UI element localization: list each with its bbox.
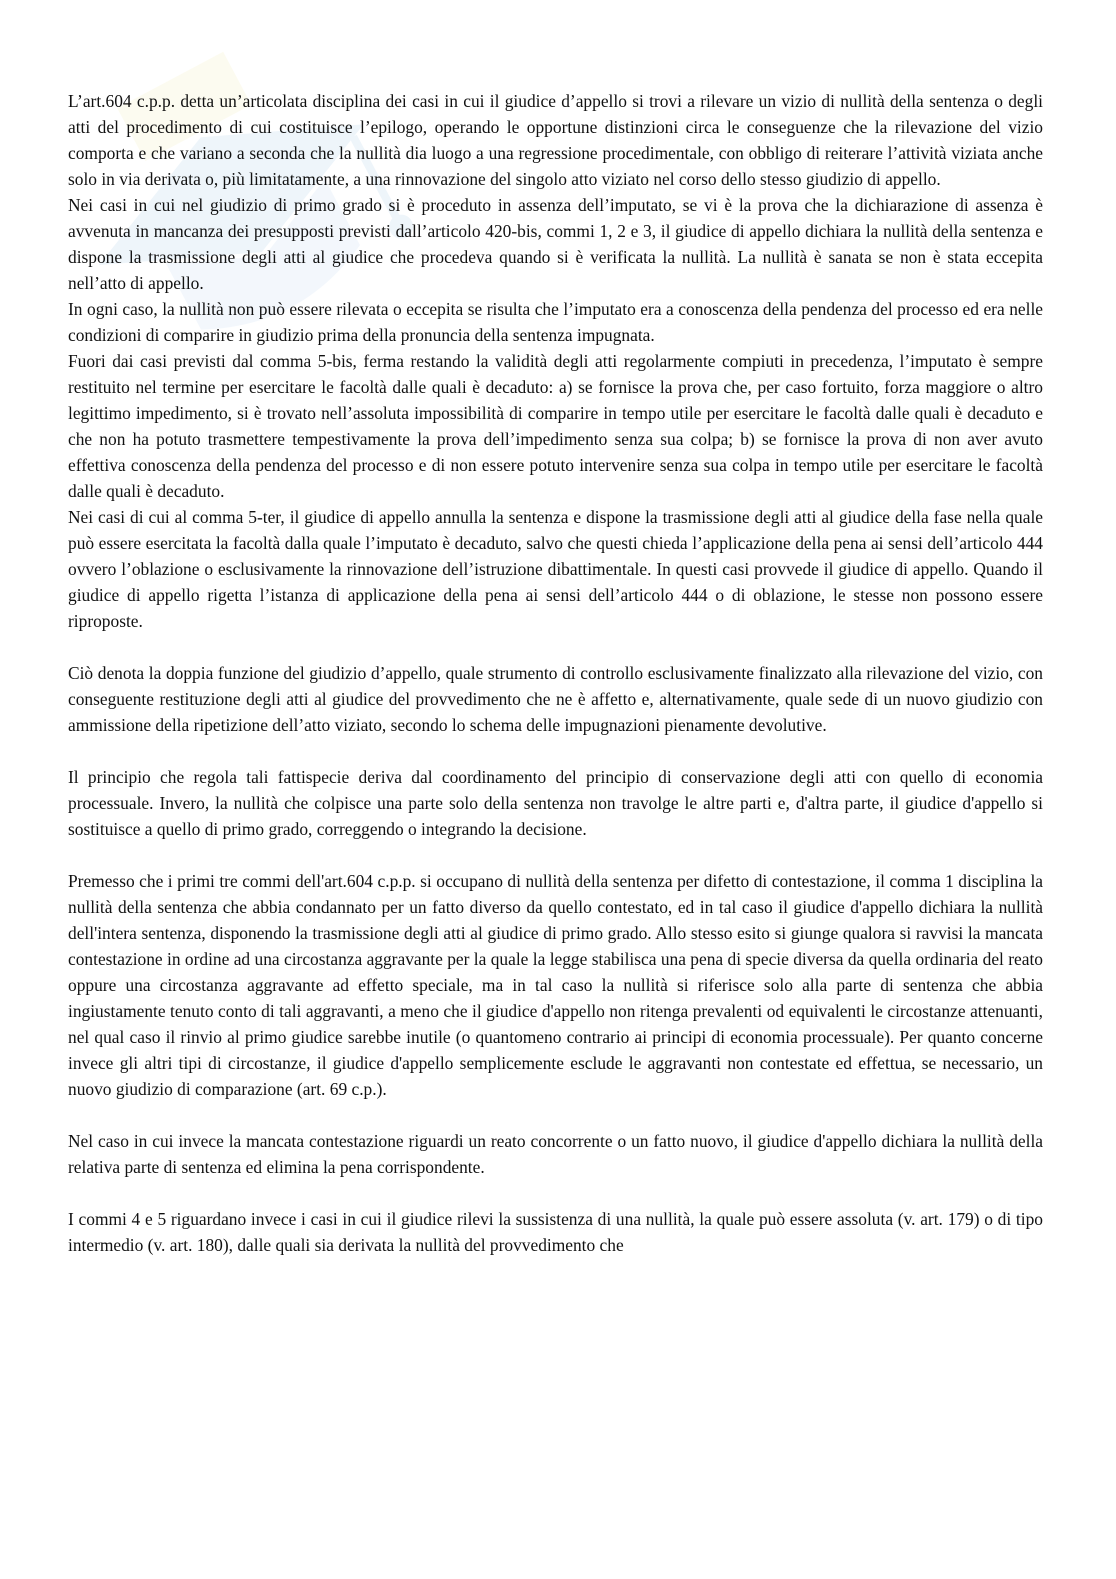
paragraph-doppia-funzione: Ciò denota la doppia funzione del giudizio d’appello, quale strumento di controllo esclusivamente finalizzato alla rilevazione del vizio, con conseguente restituzione degli atti al giudice del provvedimento che ne è affetto e, alternativamente, quale sede di un nuovo giudizio con ammissione della ripetizione dell’atto viziato, secondo lo schema delle impugnazioni pienamente devolutive. <box>68 663 1043 735</box>
paragraph-gap <box>68 634 1043 660</box>
paragraph-premesso: Premesso che i primi tre commi dell'art.604 c.p.p. si occupano di nullità della sentenza per difetto di contestazione, il comma 1 disciplina la nullità della sentenza che abbia condannato per un fatto diverso da quello contestato, ed in tal caso il giudice d'appello dichiara la nullità dell'intera sentenza, disponendo la trasmissione degli atti al giudice di primo grado. Allo stesso esito si giunge qualora si ravvisi la mancata contestazione in ordine ad una circostanza aggravante per la quale la legge stabilisca una pena di specie diversa da quella ordinaria del reato oppure una circostanza aggravante ad effetto speciale, ma in tal caso la nullità si riferisce solo alla parte di sentenza che abbia ingiustamente tenuto conto di tali aggravanti, a meno che il giudice d'appello non ritenga prevalenti od equivalenti le circostanze attenuanti, nel qual caso il rinvio al primo giudice sarebbe inutile (o quantomeno contrario ai principi di economia processuale). Per quanto concerne invece gli altri tipi di circostanze, il giudice d'appello semplicemente esclude le aggravanti non contestate ed effettua, se necessario, un nuovo giudizio di comparazione (art. 69 c.p.). <box>68 871 1043 1099</box>
document-body <box>68 88 1043 1258</box>
paragraph-gap <box>68 842 1043 868</box>
paragraph-principio: Il principio che regola tali fattispecie deriva dal coordinamento del principio di conservazione degli atti con quello di economia processuale. Invero, la nullità che colpisce una parte solo della sentenza non travolge le altre parti e, d'altra parte, il giudice d'appello si sostituisce a quello di primo grado, correggendo o integrando la decisione. <box>68 767 1043 839</box>
paragraph-assenza: Nei casi in cui nel giudizio di primo grado si è proceduto in assenza dell’imputato, se vi è la prova che la dichiarazione di assenza è avvenuta in mancanza dei presupposti previsti dall’articolo 420-bis, commi 1, 2 e 3, il giudice di appello dichiara la nullità della sentenza e dispone la trasmissione degli atti al giudice che procedeva quando si è verificata la nullità. La nullità è sanata se non è stata eccepita nell’atto di appello. <box>68 195 1043 293</box>
paragraph-gap <box>68 1102 1043 1128</box>
paragraph-gap <box>68 1180 1043 1206</box>
paragraph-restituzione: Fuori dai casi previsti dal comma 5-bis, ferma restando la validità degli atti regolarmente compiuti in precedenza, l’imputato è sempre restituito nel termine per esercitare le facoltà dalle quali è decaduto: a) se fornisce la prova che, per caso fortuito, forza maggiore o altro legittimo impedimento, si è trovato nell’assoluta impossibilità di comparire in tempo utile per esercitare le facoltà dalle quali è decaduto e che non ha potuto trasmettere tempestivamente la prova dell’impedimento senza sua colpa; b) se fornisce la prova di non aver avuto effettiva conoscenza della pendenza del processo e di non essere potuto intervenire senza sua colpa in tempo utile per esercitare le facoltà dalle quali è decaduto. <box>68 351 1043 501</box>
paragraph-reato-concorrente: Nel caso in cui invece la mancata contestazione riguardi un reato concorrente o un fatto nuovo, il giudice d'appello dichiara la nullità della relativa parte di sentenza ed elimina la pena corrispondente. <box>68 1131 1043 1177</box>
paragraph-gap <box>68 738 1043 764</box>
paragraph-comma-5-ter: Nei casi di cui al comma 5-ter, il giudice di appello annulla la sentenza e dispone la trasmissione degli atti al giudice della fase nella quale può essere esercitata la facoltà dalla quale l’imputato è decaduto, salvo che questi chieda l’applicazione della pena ai sensi dell’articolo 444 ovvero l’oblazione o esclusivamente la rinnovazione dell’istruzione dibattimentale. In questi casi provvede il giudice di appello. Quando il giudice di appello rigetta l’istanza di applicazione della pena ai sensi dell’articolo 444 o di oblazione, le stesse non possono essere riproposte. <box>68 507 1043 631</box>
paragraph-commi-4-5: I commi 4 e 5 riguardano invece i casi in cui il giudice rilevi la sussistenza di una nullità, la quale può essere assoluta (v. art. 179) o di tipo intermedio (v. art. 180), dalle quali sia derivata la nullità del provvedimento che <box>68 1209 1043 1255</box>
paragraph-conoscenza: In ogni caso, la nullità non può essere rilevata o eccepita se risulta che l’imputato era a conoscenza della pendenza del processo ed era nelle condizioni di comparire in giudizio prima della pronuncia della sentenza impugnata. <box>68 299 1043 345</box>
paragraph-intro: L’art.604 c.p.p. detta un’articolata disciplina dei casi in cui il giudice d’appello si trovi a rilevare un vizio di nullità della sentenza o degli atti del procedimento di cui costituisce l’epilogo, operando le opportune distinzioni circa le conseguenze che la rilevazione del vizio comporta e che variano a seconda che la nullità dia luogo a una regressione procedimentale, con obbligo di reiterare l’attività viziata anche solo in via derivata o, più limitatamente, a una rinnovazione del singolo atto viziato nel corso dello stesso giudizio di appello. <box>68 91 1043 189</box>
